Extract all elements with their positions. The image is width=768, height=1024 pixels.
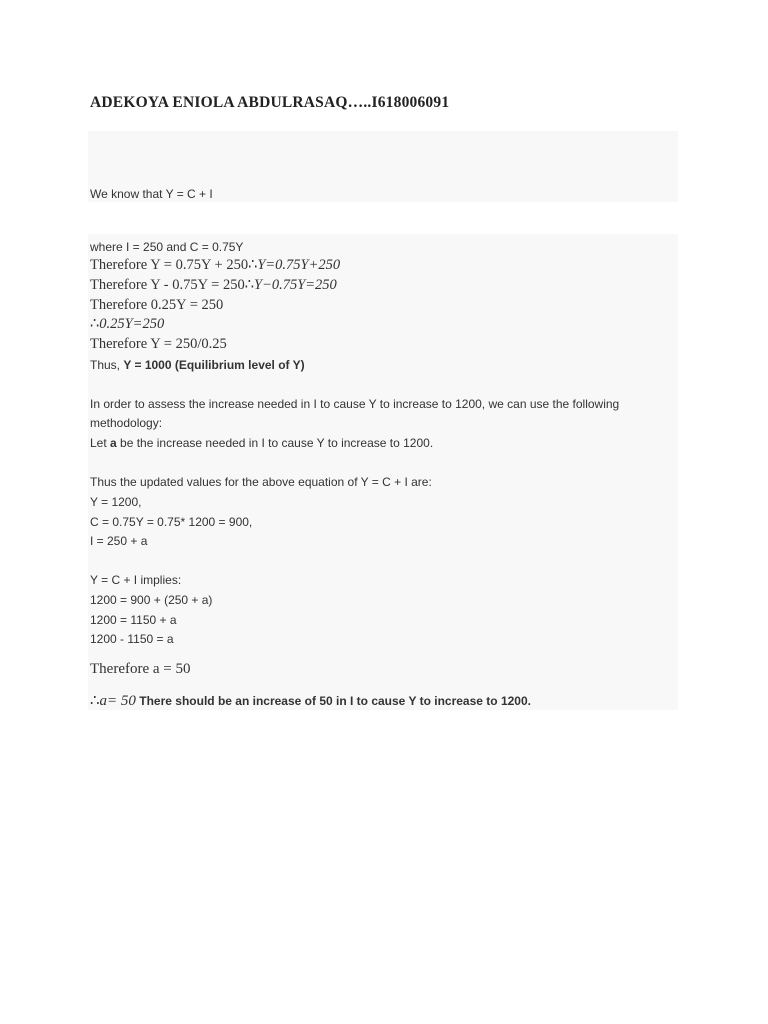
math-line-3: Therefore 0.25Y = 250 (90, 297, 224, 313)
math-line-2: Therefore Y - 0.75Y = 250∴Y−0.75Y=250 (90, 277, 337, 293)
therefore-a-line: Therefore a = 50 (90, 661, 191, 677)
implies-line-3: 1200 - 1150 = a (90, 632, 174, 646)
conclusion-line: ∴a= 50 There should be an increase of 50 in I to cause Y to increase to 1200. (90, 693, 531, 709)
math-line-1: Therefore Y = 0.75Y + 250∴Y=0.75Y+250 (90, 257, 341, 273)
updated-intro-line: Thus the updated values for the above equation of Y = C + I are: (90, 475, 432, 489)
updated-y-line: Y = 1200, (90, 495, 142, 509)
let-line: Let a be the increase needed in I to cause Y to increase to 1200. (90, 436, 434, 450)
implies-line-1: 1200 = 900 + (250 + a) (90, 593, 213, 607)
updated-i-line: I = 250 + a (90, 534, 148, 548)
updated-c-line: C = 0.75Y = 0.75* 1200 = 900, (90, 515, 253, 529)
implies-line-2: 1200 = 1150 + a (90, 613, 177, 627)
intro-line: We know that Y = C + I (90, 187, 213, 201)
given-line: where I = 250 and C = 0.75Y (90, 240, 244, 254)
document-title: ADEKOYA ENIOLA ABDULRASAQ…..I618006091 (90, 94, 450, 111)
math-line-4: ∴0.25Y=250 (90, 316, 165, 332)
implies-intro-line: Y = C + I implies: (90, 573, 182, 587)
method-line-1: In order to assess the increase needed in I to cause Y to increase to 1200, we can use the following (90, 397, 620, 411)
equilibrium-line: Thus, Y = 1000 (Equilibrium level of Y) (90, 358, 305, 372)
method-line-2: methodology: (90, 416, 163, 430)
math-line-5: Therefore Y = 250/0.25 (90, 336, 227, 352)
